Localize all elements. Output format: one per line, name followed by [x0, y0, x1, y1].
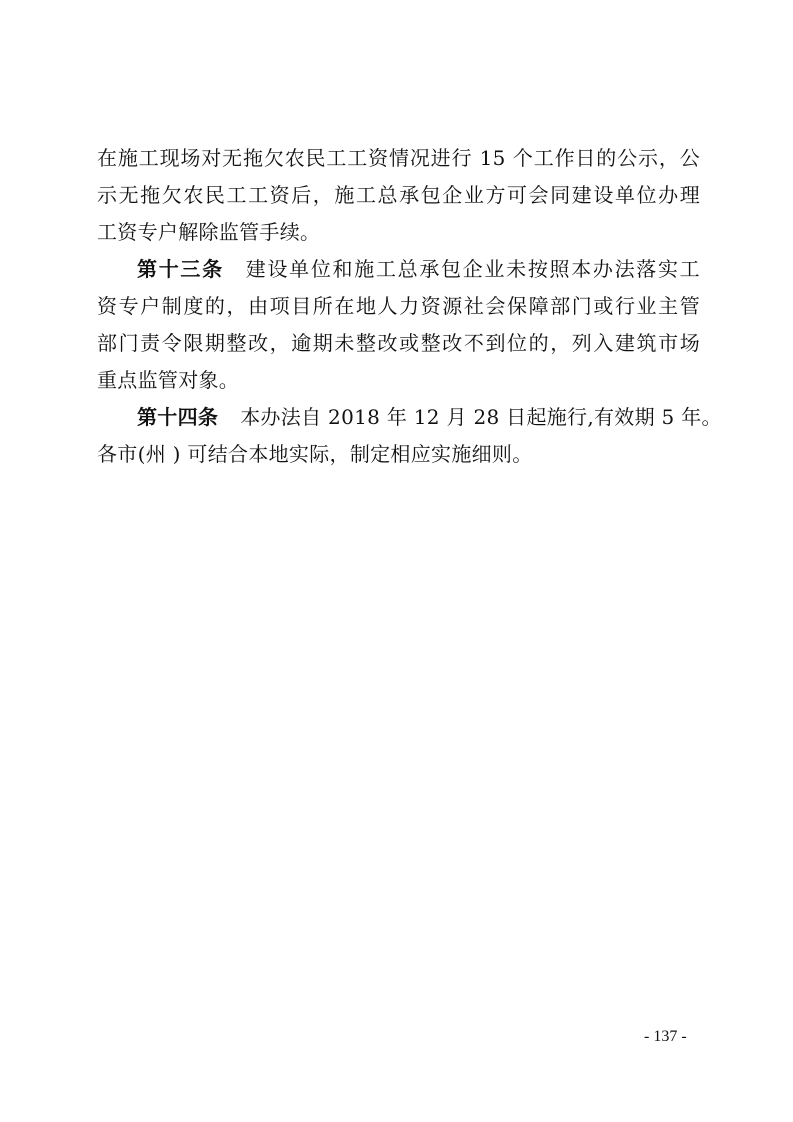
article-13-line-3: 部门责令限期整改，逾期未整改或整改不到位的，列入建筑市场 [97, 331, 700, 355]
article-13-label: 第十三条 [137, 257, 224, 281]
article-14-line-1 [97, 399, 722, 436]
page-number: - 137 - [644, 1028, 687, 1045]
article-14-line-2: 各市(州 ) 可结合本地实际，制定相应实施细则。 [97, 442, 533, 466]
article-13-text-1: 建设单位和施工总承包企业未按照本办法落实工 [245, 257, 700, 281]
article-13-line-2: 资专户制度的，由项目所在地人力资源社会保障部门或行业主管 [97, 294, 700, 318]
article-14-label: 第十四条 [137, 405, 219, 429]
paragraph-continuation-line-3: 工资专户解除监管手续。 [97, 220, 321, 244]
article-14-text-1: 本办法自 2018 年 12 月 28 日起施行,有效期 5 年。 [240, 405, 722, 429]
article-13-line-1 [97, 251, 700, 288]
paragraph-continuation-line-2: 示无拖欠农民工工资后，施工总承包企业方可会同建设单位办理 [97, 183, 700, 207]
body-text [97, 140, 722, 473]
paragraph-continuation-line-1: 在施工现场对无拖欠农民工工资情况进行 15 个工作日的公示，公 [97, 146, 700, 170]
article-13-line-4: 重点监管对象。 [97, 368, 240, 392]
